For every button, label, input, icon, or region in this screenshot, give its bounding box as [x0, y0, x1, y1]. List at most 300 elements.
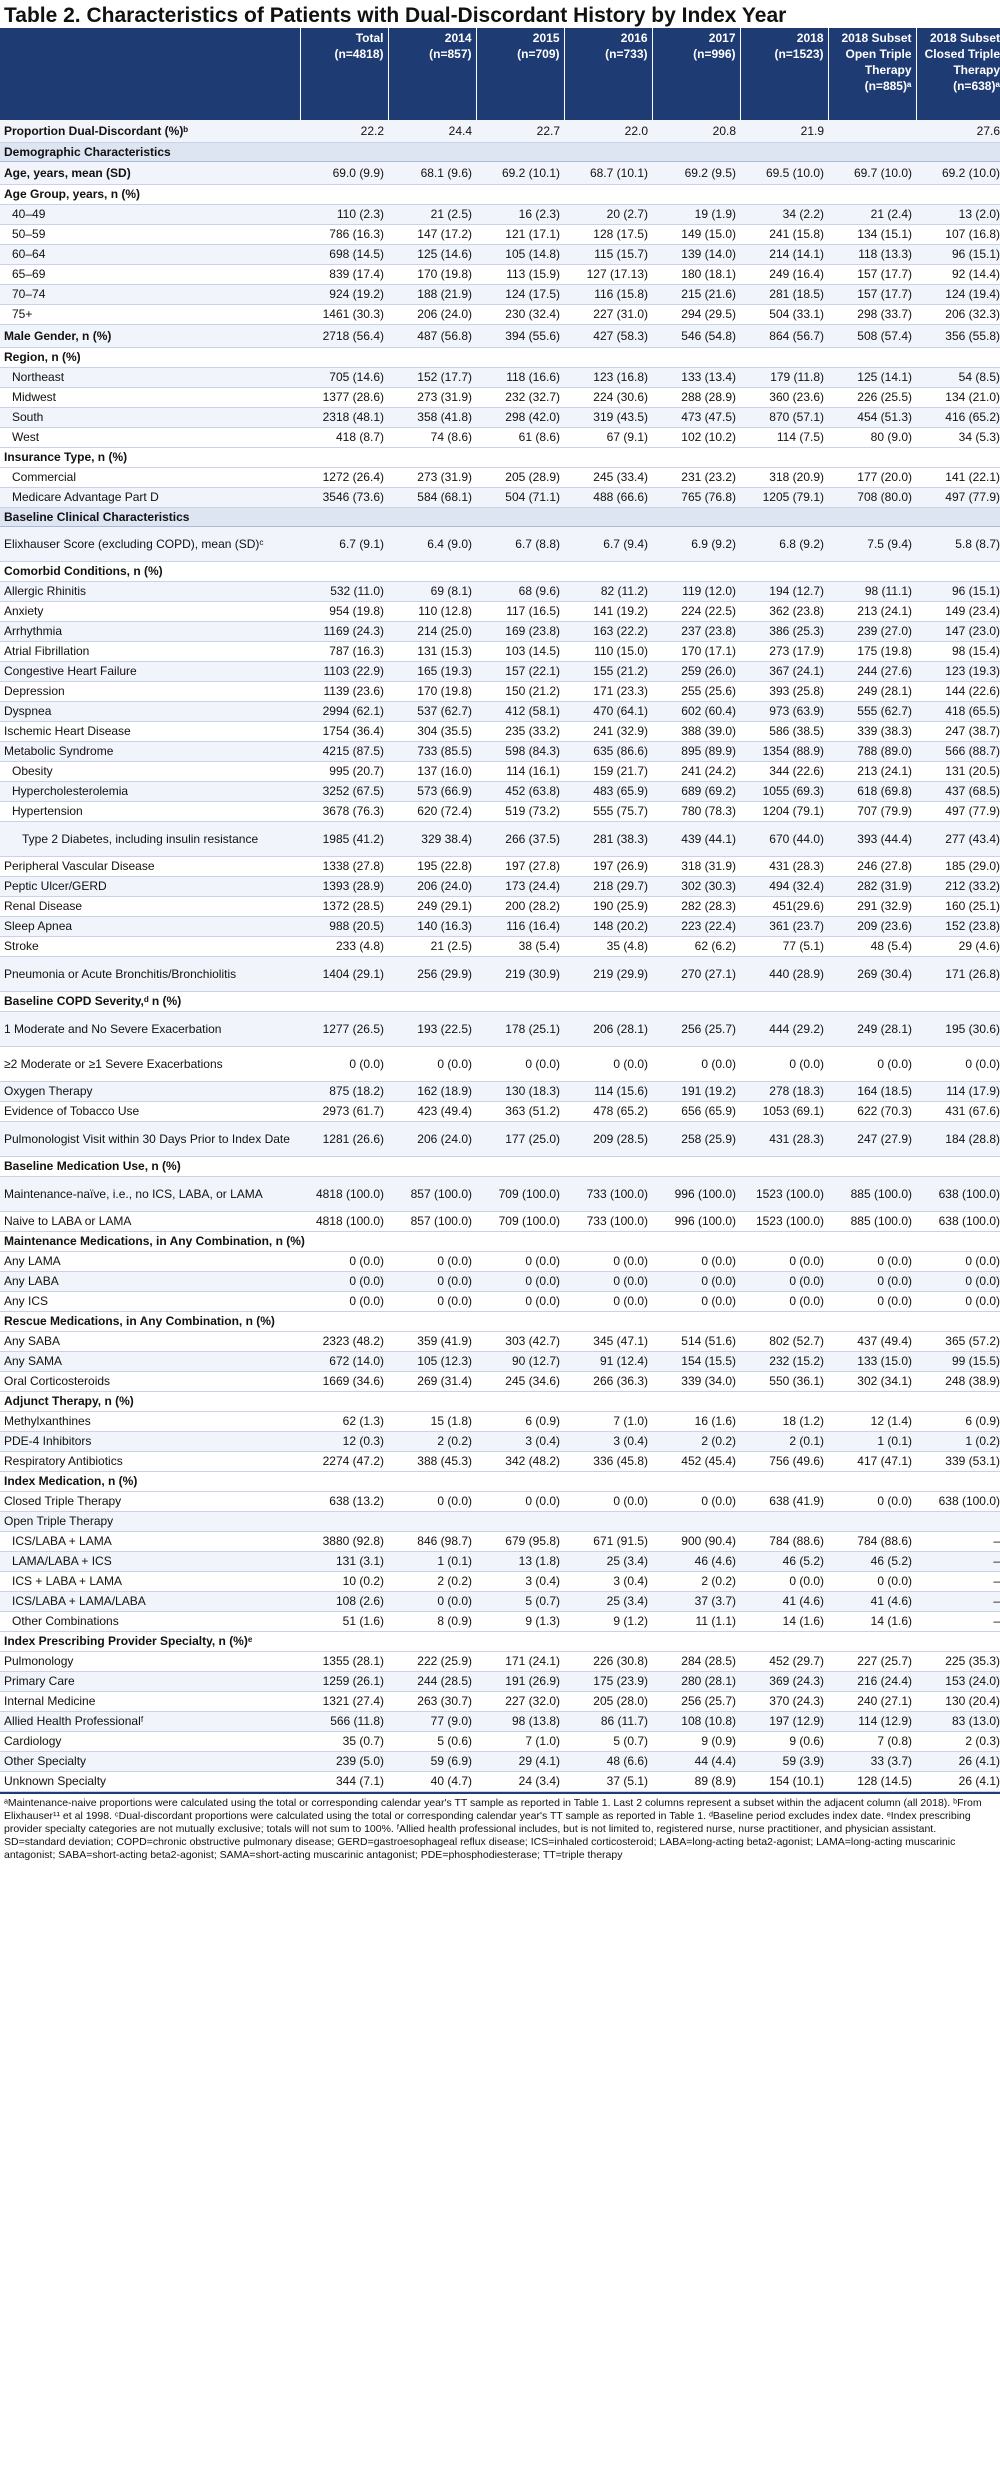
value-cell: 80 (9.0): [828, 428, 916, 448]
value-cell: 393 (44.4): [828, 822, 916, 857]
row-label: Arrhythmia: [0, 622, 300, 642]
group-title: Rescue Medications, in Any Combination, n (%): [0, 1312, 1000, 1332]
group-title: Region, n (%): [0, 348, 1000, 368]
value-cell: 20 (2.7): [564, 205, 652, 225]
value-cell: 388 (45.3): [388, 1452, 476, 1472]
value-cell: 209 (28.5): [564, 1122, 652, 1157]
value-cell: –: [916, 1552, 1000, 1572]
table-row: [0, 782, 1000, 802]
value-cell: 105 (14.8): [476, 245, 564, 265]
value-cell: 0 (0.0): [652, 1047, 740, 1082]
table-row: [0, 1772, 1000, 1792]
value-cell: 1354 (88.9): [740, 742, 828, 762]
value-cell: 114 (7.5): [740, 428, 828, 448]
value-cell: 20.8: [652, 120, 740, 143]
value-cell: 177 (25.0): [476, 1122, 564, 1157]
value-cell: 756 (49.6): [740, 1452, 828, 1472]
value-cell: 5 (0.7): [476, 1592, 564, 1612]
table-row: [0, 1122, 1000, 1157]
value-cell: 140 (16.3): [388, 917, 476, 937]
group-header-row: [0, 448, 1000, 468]
column-header-count: (n=1523): [774, 47, 824, 61]
value-cell: 197 (27.8): [476, 857, 564, 877]
value-cell: 62 (1.3): [300, 1412, 388, 1432]
value-cell: 102 (10.2): [652, 428, 740, 448]
value-cell: 870 (57.1): [740, 408, 828, 428]
row-label: Metabolic Syndrome: [0, 742, 300, 762]
value-cell: 361 (23.7): [740, 917, 828, 937]
value-cell: 1985 (41.2): [300, 822, 388, 857]
value-cell: 709 (100.0): [476, 1177, 564, 1212]
value-cell: 708 (80.0): [828, 488, 916, 508]
value-cell: 1272 (26.4): [300, 468, 388, 488]
value-cell: 128 (14.5): [828, 1772, 916, 1792]
row-label: Atrial Fibrillation: [0, 642, 300, 662]
value-cell: 0 (0.0): [740, 1047, 828, 1082]
value-cell: 895 (89.9): [652, 742, 740, 762]
value-cell: 10 (0.2): [300, 1572, 388, 1592]
value-cell: 281 (18.5): [740, 285, 828, 305]
value-cell: 256 (25.7): [652, 1692, 740, 1712]
table-row: [0, 285, 1000, 305]
value-cell: 170 (17.1): [652, 642, 740, 662]
value-cell: 733 (85.5): [388, 742, 476, 762]
value-cell: 622 (70.3): [828, 1102, 916, 1122]
group-header-row: [0, 1472, 1000, 1492]
row-label: Medicare Advantage Part D: [0, 488, 300, 508]
value-cell: 171 (23.3): [564, 682, 652, 702]
value-cell: 0 (0.0): [740, 1572, 828, 1592]
value-cell: 1169 (24.3): [300, 622, 388, 642]
table-row: [0, 1102, 1000, 1122]
value-cell: 304 (35.5): [388, 722, 476, 742]
value-cell: 698 (14.5): [300, 245, 388, 265]
table-row: [0, 1572, 1000, 1592]
value-cell: 0 (0.0): [916, 1252, 1000, 1272]
table-row: [0, 582, 1000, 602]
table-row: [0, 897, 1000, 917]
value-cell: 780 (78.3): [652, 802, 740, 822]
column-header-name: 2016: [620, 31, 648, 45]
value-cell: 478 (65.2): [564, 1102, 652, 1122]
value-cell: 34 (5.3): [916, 428, 1000, 448]
value-cell: 440 (28.9): [740, 957, 828, 992]
table-row: [0, 388, 1000, 408]
value-cell: 224 (22.5): [652, 602, 740, 622]
value-cell: 784 (88.6): [828, 1532, 916, 1552]
value-cell: 175 (23.9): [564, 1672, 652, 1692]
value-cell: 0 (0.0): [388, 1252, 476, 1272]
table-row: [0, 1372, 1000, 1392]
table-row: [0, 642, 1000, 662]
value-cell: 157 (22.1): [476, 662, 564, 682]
value-cell: 996 (100.0): [652, 1212, 740, 1232]
row-label: Any ICS: [0, 1292, 300, 1312]
row-label: ≥2 Moderate or ≥1 Severe Exacerbations: [0, 1047, 300, 1082]
value-cell: 0 (0.0): [828, 1272, 916, 1292]
value-cell: 359 (41.9): [388, 1332, 476, 1352]
value-cell: 197 (12.9): [740, 1712, 828, 1732]
value-cell: 2 (0.1): [740, 1432, 828, 1452]
value-cell: 165 (19.3): [388, 662, 476, 682]
value-cell: 573 (66.9): [388, 782, 476, 802]
value-cell: 37 (5.1): [564, 1772, 652, 1792]
table-row: [0, 1672, 1000, 1692]
value-cell: 244 (27.6): [828, 662, 916, 682]
value-cell: 0 (0.0): [916, 1272, 1000, 1292]
value-cell: 237 (23.8): [652, 622, 740, 642]
group-header-row: [0, 1232, 1000, 1252]
value-cell: 16 (2.3): [476, 205, 564, 225]
table-row: [0, 1712, 1000, 1732]
value-cell: 3678 (76.3): [300, 802, 388, 822]
value-cell: 2973 (61.7): [300, 1102, 388, 1122]
value-cell: 1205 (79.1): [740, 488, 828, 508]
value-cell: 269 (30.4): [828, 957, 916, 992]
value-cell: 110 (15.0): [564, 642, 652, 662]
row-label: Midwest: [0, 388, 300, 408]
value-cell: 244 (28.5): [388, 1672, 476, 1692]
table-row: [0, 428, 1000, 448]
value-cell: 1404 (29.1): [300, 957, 388, 992]
value-cell: 114 (16.1): [476, 762, 564, 782]
value-cell: 0 (0.0): [476, 1047, 564, 1082]
section-title: Demographic Characteristics: [0, 143, 1000, 162]
value-cell: 452 (63.8): [476, 782, 564, 802]
value-cell: 69.7 (10.0): [828, 162, 916, 185]
row-label: 75+: [0, 305, 300, 325]
value-cell: –: [916, 1612, 1000, 1632]
table-header: [0, 28, 1000, 120]
value-cell: 241 (24.2): [652, 762, 740, 782]
row-label: Hypercholesterolemia: [0, 782, 300, 802]
value-cell: 155 (21.2): [564, 662, 652, 682]
table-row: [0, 1652, 1000, 1672]
value-cell: 2 (0.2): [652, 1432, 740, 1452]
value-cell: [740, 1512, 828, 1532]
value-cell: 3546 (73.6): [300, 488, 388, 508]
value-cell: 173 (24.4): [476, 877, 564, 897]
group-title: Baseline Medication Use, n (%): [0, 1157, 1000, 1177]
value-cell: 3 (0.4): [476, 1572, 564, 1592]
value-cell: 388 (39.0): [652, 722, 740, 742]
value-cell: 19 (1.9): [652, 205, 740, 225]
group-title: Baseline COPD Severity,ᵈ n (%): [0, 992, 1000, 1012]
row-label: 1 Moderate and No Severe Exacerbation: [0, 1012, 300, 1047]
section-header-row: [0, 143, 1000, 162]
value-cell: 219 (29.9): [564, 957, 652, 992]
value-cell: 0 (0.0): [740, 1272, 828, 1292]
value-cell: [916, 1512, 1000, 1532]
value-cell: 227 (32.0): [476, 1692, 564, 1712]
row-label: Northeast: [0, 368, 300, 388]
value-cell: 0 (0.0): [828, 1047, 916, 1082]
group-title: Index Prescribing Provider Specialty, n (%)ᵉ: [0, 1632, 1000, 1652]
value-cell: 0 (0.0): [388, 1272, 476, 1292]
value-cell: 0 (0.0): [476, 1272, 564, 1292]
value-cell: 227 (31.0): [564, 305, 652, 325]
value-cell: 1 (0.1): [828, 1432, 916, 1452]
table-row: [0, 162, 1000, 185]
column-header-count: (n=733): [605, 47, 648, 61]
value-cell: 152 (17.7): [388, 368, 476, 388]
value-cell: 439 (44.1): [652, 822, 740, 857]
value-cell: 68.7 (10.1): [564, 162, 652, 185]
value-cell: 900 (90.4): [652, 1532, 740, 1552]
value-cell: 44 (4.4): [652, 1752, 740, 1772]
value-cell: 118 (13.3): [828, 245, 916, 265]
value-cell: 51 (1.6): [300, 1612, 388, 1632]
value-cell: 788 (89.0): [828, 742, 916, 762]
value-cell: 205 (28.9): [476, 468, 564, 488]
value-cell: 74 (8.6): [388, 428, 476, 448]
value-cell: 277 (43.4): [916, 822, 1000, 857]
value-cell: 483 (65.9): [564, 782, 652, 802]
value-cell: 245 (34.6): [476, 1372, 564, 1392]
column-header: [388, 28, 476, 120]
value-cell: 370 (24.3): [740, 1692, 828, 1712]
value-cell: 231 (23.2): [652, 468, 740, 488]
value-cell: 270 (27.1): [652, 957, 740, 992]
row-label: LAMA/LABA + ICS: [0, 1552, 300, 1572]
value-cell: 329 38.4): [388, 822, 476, 857]
row-label: Allied Health Professionalᶠ: [0, 1712, 300, 1732]
value-cell: 988 (20.5): [300, 917, 388, 937]
table-row: [0, 917, 1000, 937]
row-label: Any SAMA: [0, 1352, 300, 1372]
value-cell: 342 (48.2): [476, 1452, 564, 1472]
table-row: [0, 1432, 1000, 1452]
value-cell: 1461 (30.3): [300, 305, 388, 325]
value-cell: 488 (66.6): [564, 488, 652, 508]
value-cell: 249 (16.4): [740, 265, 828, 285]
table-row: [0, 662, 1000, 682]
value-cell: 3 (0.4): [564, 1432, 652, 1452]
row-label: Allergic Rhinitis: [0, 582, 300, 602]
value-cell: 1277 (26.5): [300, 1012, 388, 1047]
value-cell: 248 (38.9): [916, 1372, 1000, 1392]
value-cell: 284 (28.5): [652, 1652, 740, 1672]
value-cell: –: [916, 1572, 1000, 1592]
value-cell: 206 (24.0): [388, 1122, 476, 1157]
value-cell: 21 (2.5): [388, 205, 476, 225]
value-cell: 38 (5.4): [476, 937, 564, 957]
value-cell: 303 (42.7): [476, 1332, 564, 1352]
row-label: ICS/LABA + LAMA/LABA: [0, 1592, 300, 1612]
value-cell: 282 (31.9): [828, 877, 916, 897]
value-cell: 1139 (23.6): [300, 682, 388, 702]
value-cell: 247 (27.9): [828, 1122, 916, 1157]
group-title: Comorbid Conditions, n (%): [0, 562, 1000, 582]
value-cell: 35 (0.7): [300, 1732, 388, 1752]
value-cell: 26 (4.1): [916, 1752, 1000, 1772]
value-cell: 0 (0.0): [300, 1252, 388, 1272]
value-cell: 356 (55.8): [916, 325, 1000, 348]
value-cell: 0 (0.0): [652, 1492, 740, 1512]
column-header-count: (n=638)ᵃ: [953, 79, 1000, 93]
table-body: [0, 120, 1000, 1792]
value-cell: 256 (25.7): [652, 1012, 740, 1047]
value-cell: 131 (20.5): [916, 762, 1000, 782]
table-row: [0, 1492, 1000, 1512]
value-cell: 765 (76.8): [652, 488, 740, 508]
value-cell: 185 (29.0): [916, 857, 1000, 877]
column-header-count: (n=4818): [334, 47, 384, 61]
value-cell: 1103 (22.9): [300, 662, 388, 682]
value-cell: 195 (30.6): [916, 1012, 1000, 1047]
value-cell: 123 (16.8): [564, 368, 652, 388]
value-cell: 519 (73.2): [476, 802, 564, 822]
value-cell: 113 (15.9): [476, 265, 564, 285]
value-cell: 91 (12.4): [564, 1352, 652, 1372]
value-cell: 1281 (26.6): [300, 1122, 388, 1157]
value-cell: 110 (12.8): [388, 602, 476, 622]
value-cell: 638 (100.0): [916, 1212, 1000, 1232]
value-cell: 98 (13.8): [476, 1712, 564, 1732]
value-cell: 6.7 (9.4): [564, 527, 652, 562]
row-label: Other Combinations: [0, 1612, 300, 1632]
row-label: Other Specialty: [0, 1752, 300, 1772]
value-cell: 62 (6.2): [652, 937, 740, 957]
value-cell: 110 (2.3): [300, 205, 388, 225]
row-label: Congestive Heart Failure: [0, 662, 300, 682]
value-cell: 22.7: [476, 120, 564, 143]
table-row: [0, 265, 1000, 285]
value-cell: 431 (67.6): [916, 1102, 1000, 1122]
value-cell: 69.0 (9.9): [300, 162, 388, 185]
value-cell: 344 (22.6): [740, 762, 828, 782]
row-label: 65–69: [0, 265, 300, 285]
column-header-count: (n=857): [429, 47, 472, 61]
value-cell: 223 (22.4): [652, 917, 740, 937]
value-cell: 131 (15.3): [388, 642, 476, 662]
value-cell: 169 (23.8): [476, 622, 564, 642]
table-row: [0, 1352, 1000, 1372]
value-cell: 3 (0.4): [564, 1572, 652, 1592]
value-cell: 212 (33.2): [916, 877, 1000, 897]
table-row: [0, 488, 1000, 508]
table-row: [0, 957, 1000, 992]
value-cell: 193 (22.5): [388, 1012, 476, 1047]
table-row: [0, 225, 1000, 245]
footnote-text: ᵃMaintenance-naive proportions were calculated using the total or corresponding calendar year's TT sample as reported in Table 1. Last 2 columns represent a subset within the adjacent column (all 2018). ᵇFrom Elixhauser¹¹ et al 1998. ᶜDual-discordant proportions were calculated using the total or corresponding calendar year's TT sample as reported in Table 1. ᵈBaseline period excludes index date. ᵉIndex prescribing provider specialty categories are not mutually exclusive; totals will not sum to 100%. ᶠAllied health professional includes, but is not limited to, registered nurse, nurse practitioner, and physician assistant.: [4, 1797, 982, 1835]
value-cell: 689 (69.2): [652, 782, 740, 802]
value-cell: 0 (0.0): [564, 1252, 652, 1272]
row-label: Methylxanthines: [0, 1412, 300, 1432]
row-label: PDE-4 Inhibitors: [0, 1432, 300, 1452]
value-cell: 266 (37.5): [476, 822, 564, 857]
group-header-row: [0, 1312, 1000, 1332]
value-cell: 298 (42.0): [476, 408, 564, 428]
value-cell: 205 (28.0): [564, 1692, 652, 1712]
value-cell: 360 (23.6): [740, 388, 828, 408]
value-cell: 412 (58.1): [476, 702, 564, 722]
value-cell: 584 (68.1): [388, 488, 476, 508]
value-cell: 12 (1.4): [828, 1412, 916, 1432]
value-cell: 21 (2.5): [388, 937, 476, 957]
value-cell: 8 (0.9): [388, 1612, 476, 1632]
value-cell: 1523 (100.0): [740, 1177, 828, 1212]
value-cell: 139 (14.0): [652, 245, 740, 265]
value-cell: 25 (3.4): [564, 1552, 652, 1572]
value-cell: 69.2 (9.5): [652, 162, 740, 185]
table-row: [0, 1292, 1000, 1312]
value-cell: 344 (7.1): [300, 1772, 388, 1792]
value-cell: 0 (0.0): [564, 1272, 652, 1292]
value-cell: 288 (28.9): [652, 388, 740, 408]
row-label: Peripheral Vascular Disease: [0, 857, 300, 877]
value-cell: 13 (1.8): [476, 1552, 564, 1572]
value-cell: 6 (0.9): [916, 1412, 1000, 1432]
row-label: Ischemic Heart Disease: [0, 722, 300, 742]
row-label: Evidence of Tobacco Use: [0, 1102, 300, 1122]
value-cell: 107 (16.8): [916, 225, 1000, 245]
value-cell: 3880 (92.8): [300, 1532, 388, 1552]
value-cell: 2994 (62.1): [300, 702, 388, 722]
value-cell: 114 (15.6): [564, 1082, 652, 1102]
value-cell: 241 (15.8): [740, 225, 828, 245]
value-cell: 431 (28.3): [740, 1122, 828, 1157]
row-label: Dyspnea: [0, 702, 300, 722]
value-cell: 29 (4.1): [476, 1752, 564, 1772]
value-cell: 194 (12.7): [740, 582, 828, 602]
value-cell: 114 (12.9): [828, 1712, 916, 1732]
value-cell: 996 (100.0): [652, 1177, 740, 1212]
value-cell: 0 (0.0): [564, 1492, 652, 1512]
table-row: [0, 1512, 1000, 1532]
value-cell: 247 (38.7): [916, 722, 1000, 742]
value-cell: 1055 (69.3): [740, 782, 828, 802]
row-label: Hypertension: [0, 802, 300, 822]
value-cell: 0 (0.0): [828, 1492, 916, 1512]
row-label: Unknown Specialty: [0, 1772, 300, 1792]
value-cell: 162 (18.9): [388, 1082, 476, 1102]
value-cell: 41 (4.6): [828, 1592, 916, 1612]
value-cell: 68.1 (9.6): [388, 162, 476, 185]
value-cell: 846 (98.7): [388, 1532, 476, 1552]
column-header: [740, 28, 828, 120]
value-cell: 150 (21.2): [476, 682, 564, 702]
value-cell: 497 (77.9): [916, 488, 1000, 508]
table-row: [0, 468, 1000, 488]
table-row: [0, 802, 1000, 822]
value-cell: 46 (4.6): [652, 1552, 740, 1572]
value-cell: 170 (19.8): [388, 682, 476, 702]
value-cell: 670 (44.0): [740, 822, 828, 857]
value-cell: 1393 (28.9): [300, 877, 388, 897]
group-header-row: [0, 992, 1000, 1012]
value-cell: 108 (2.6): [300, 1592, 388, 1612]
value-cell: 5 (0.6): [388, 1732, 476, 1752]
value-cell: 7 (1.0): [564, 1412, 652, 1432]
value-cell: 638 (100.0): [916, 1177, 1000, 1212]
value-cell: 141 (19.2): [564, 602, 652, 622]
row-label: Elixhauser Score (excluding COPD), mean (SD)ᶜ: [0, 527, 300, 562]
value-cell: 124 (17.5): [476, 285, 564, 305]
value-cell: 656 (65.9): [652, 1102, 740, 1122]
value-cell: 25 (3.4): [564, 1592, 652, 1612]
row-label: 70–74: [0, 285, 300, 305]
section-title: Baseline Clinical Characteristics: [0, 508, 1000, 527]
table-row: [0, 1332, 1000, 1352]
value-cell: 302 (30.3): [652, 877, 740, 897]
value-cell: 532 (11.0): [300, 582, 388, 602]
value-cell: 709 (100.0): [476, 1212, 564, 1232]
value-cell: 6 (0.9): [476, 1412, 564, 1432]
section-header-row: [0, 508, 1000, 527]
value-cell: 179 (11.8): [740, 368, 828, 388]
value-cell: 191 (26.9): [476, 1672, 564, 1692]
